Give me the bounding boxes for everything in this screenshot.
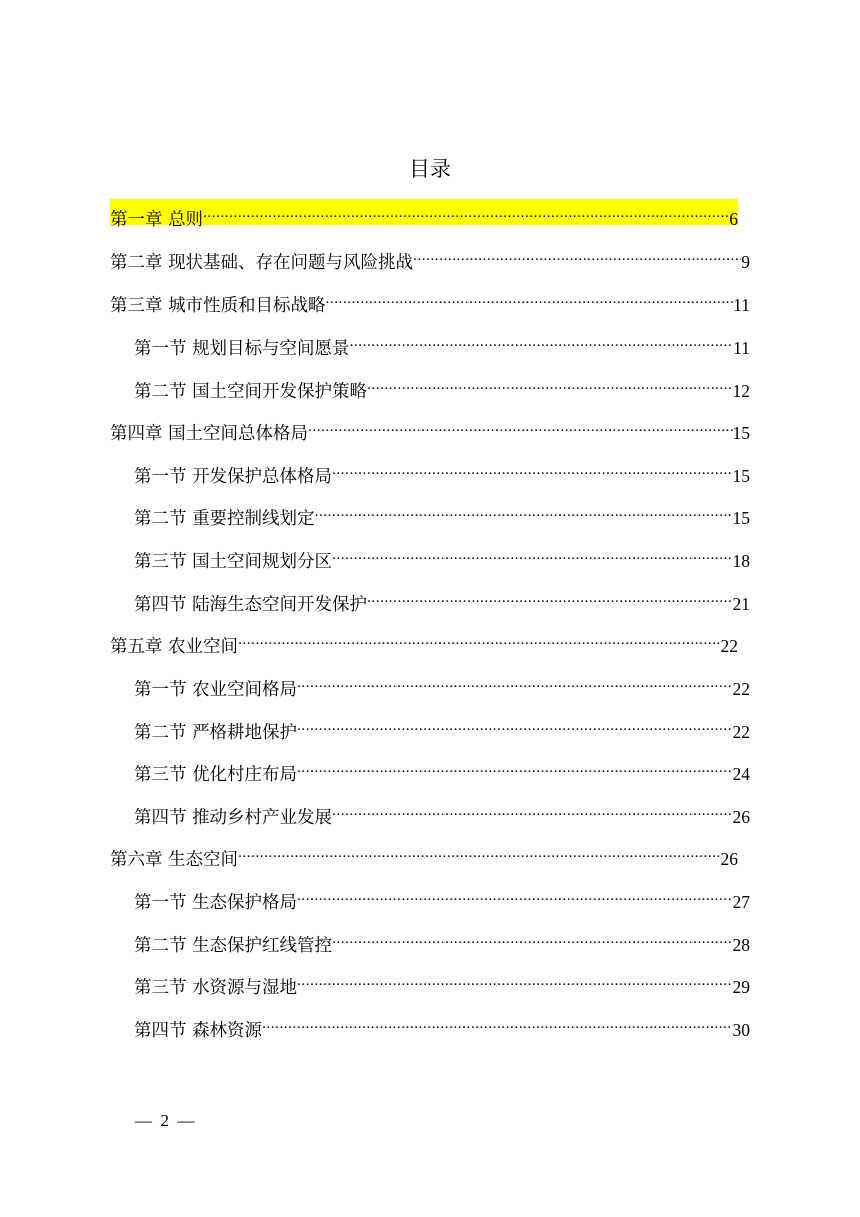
toc-entry-chapter-4-section-3[interactable] xyxy=(134,541,750,572)
toc-title: 目录 xyxy=(409,157,451,181)
dot-leader xyxy=(332,541,732,567)
toc-entry-label: 第一节 农业空间格局 xyxy=(134,680,298,700)
toc-entry-page: 22 xyxy=(732,679,750,699)
toc-entry-page: 21 xyxy=(732,594,750,614)
toc-entry-page: 26 xyxy=(720,849,738,869)
dot-leader xyxy=(297,754,732,780)
dot-leader xyxy=(367,371,732,397)
dot-leader xyxy=(297,967,732,993)
toc-entry-label: 第一章 总则 xyxy=(110,210,204,230)
toc-entry-chapter-5-section-1[interactable] xyxy=(134,669,750,700)
dot-leader xyxy=(238,839,720,865)
toc-entry-chapter-3[interactable] xyxy=(110,285,750,316)
toc-entry-label: 第四节 森林资源 xyxy=(134,1021,263,1041)
toc-entry-page: 11 xyxy=(733,295,750,315)
dot-leader xyxy=(203,199,729,225)
toc-entry-label: 第二章 现状基础、存在问题与风险挑战 xyxy=(110,253,414,273)
toc-entry-label: 第二节 生态保护红线管控 xyxy=(134,936,333,956)
toc-entry-page: 6 xyxy=(729,209,738,229)
dot-leader xyxy=(308,413,732,439)
dot-leader xyxy=(297,882,732,908)
toc-entry-chapter-4-section-1[interactable] xyxy=(134,456,750,487)
toc-entry-chapter-4-section-4[interactable] xyxy=(134,584,750,615)
toc-entry-page: 22 xyxy=(720,636,738,656)
toc-entry-chapter-5-section-3[interactable] xyxy=(134,754,750,785)
dot-leader xyxy=(262,1010,732,1036)
toc-entry-chapter-3-section-2[interactable] xyxy=(134,371,750,402)
toc-entry-page: 9 xyxy=(741,252,750,272)
toc-entry-page: 15 xyxy=(732,508,750,528)
toc-entry-label: 第三章 城市性质和目标战略 xyxy=(110,296,326,316)
dot-leader xyxy=(332,797,732,823)
dot-leader xyxy=(413,242,741,268)
toc-entry-label: 第四节 推动乡村产业发展 xyxy=(134,808,333,828)
dot-leader xyxy=(332,925,732,951)
toc-entry-page: 28 xyxy=(732,935,750,955)
toc-entry-label: 第三节 水资源与湿地 xyxy=(134,978,298,998)
toc-entry-chapter-5-section-2[interactable] xyxy=(134,712,750,743)
toc-entry-label: 第三节 优化村庄布局 xyxy=(134,765,298,785)
toc-entry-page: 30 xyxy=(732,1020,750,1040)
toc-entry-label: 第一节 开发保护总体格局 xyxy=(134,467,333,487)
toc-entry-chapter-1[interactable] xyxy=(110,199,738,230)
toc-entry-chapter-2[interactable] xyxy=(110,242,750,273)
toc-entry-page: 12 xyxy=(732,381,750,401)
toc-entry-page: 11 xyxy=(733,338,750,358)
toc-entry-page: 26 xyxy=(732,807,750,827)
page-number-footer: — 2 — xyxy=(135,1111,195,1130)
toc-entry-chapter-4-section-2[interactable] xyxy=(134,498,750,529)
toc-entry-chapter-6-section-2[interactable] xyxy=(134,925,750,956)
toc-entry-label: 第四节 陆海生态空间开发保护 xyxy=(134,595,368,615)
toc-entry-label: 第一节 生态保护格局 xyxy=(134,893,298,913)
toc-entry-label: 第三节 国土空间规划分区 xyxy=(134,552,333,572)
toc-entry-chapter-4[interactable] xyxy=(110,413,750,444)
toc-entry-label: 第五章 农业空间 xyxy=(110,637,239,657)
toc-entry-chapter-6[interactable] xyxy=(110,839,738,870)
dot-leader xyxy=(332,456,732,482)
dot-leader xyxy=(315,498,733,524)
dot-leader xyxy=(297,712,732,738)
toc-entry-label: 第四章 国土空间总体格局 xyxy=(110,424,309,444)
toc-entry-chapter-6-section-4[interactable] xyxy=(134,1010,750,1041)
toc-entry-label: 第六章 生态空间 xyxy=(110,850,239,870)
toc-entry-page: 15 xyxy=(732,423,750,443)
toc-entry-label: 第一节 规划目标与空间愿景 xyxy=(134,339,350,359)
dot-leader xyxy=(367,584,732,610)
toc-entry-page: 27 xyxy=(732,892,750,912)
toc-entry-chapter-5[interactable] xyxy=(110,626,738,657)
toc-entry-label: 第二节 重要控制线划定 xyxy=(134,509,315,529)
dot-leader xyxy=(350,328,734,354)
toc-entry-chapter-5-section-4[interactable] xyxy=(134,797,750,828)
toc-entry-page: 29 xyxy=(732,977,750,997)
toc-entry-page: 15 xyxy=(732,466,750,486)
dot-leader xyxy=(238,626,720,652)
toc-entry-label: 第二节 国土空间开发保护策略 xyxy=(134,382,368,402)
toc-entry-chapter-6-section-3[interactable] xyxy=(134,967,750,998)
toc-entry-page: 18 xyxy=(732,551,750,571)
dot-leader xyxy=(297,669,732,695)
toc-entry-page: 24 xyxy=(732,764,750,784)
toc-entry-page: 22 xyxy=(732,722,750,742)
dot-leader xyxy=(326,285,734,311)
toc-entry-label: 第二节 严格耕地保护 xyxy=(134,723,298,743)
toc-entry-chapter-3-section-1[interactable] xyxy=(134,328,750,359)
toc-entry-chapter-6-section-1[interactable] xyxy=(134,882,750,913)
